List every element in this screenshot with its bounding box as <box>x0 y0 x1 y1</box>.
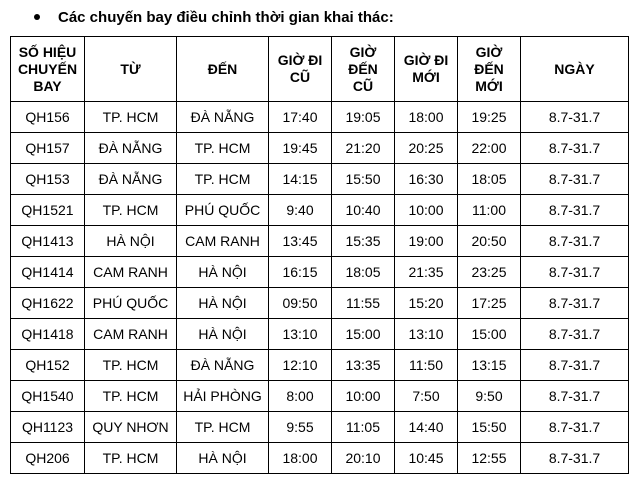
table-cell: 11:55 <box>332 288 395 319</box>
table-cell: QH152 <box>11 350 85 381</box>
table-cell: 7:50 <box>395 381 458 412</box>
table-cell: TP. HCM <box>177 164 269 195</box>
table-cell: QH1521 <box>11 195 85 226</box>
table-cell: 15:50 <box>458 412 521 443</box>
column-header-line: GIỜ ĐI <box>277 52 323 68</box>
table-cell: 15:50 <box>332 164 395 195</box>
table-cell: 13:10 <box>269 319 332 350</box>
table-cell: 11:00 <box>458 195 521 226</box>
table-cell: 20:25 <box>395 133 458 164</box>
table-cell: 21:20 <box>332 133 395 164</box>
table-cell: 20:50 <box>458 226 521 257</box>
table-cell: QH1123 <box>11 412 85 443</box>
table-cell: 15:20 <box>395 288 458 319</box>
table-cell: 10:45 <box>395 443 458 474</box>
column-header-line: GIỜ <box>475 43 503 60</box>
table-cell: 8.7-31.7 <box>521 443 629 474</box>
table-cell: 16:15 <box>269 257 332 288</box>
table-row <box>11 133 629 164</box>
table-cell: TP. HCM <box>177 133 269 164</box>
table-cell: TP. HCM <box>177 412 269 443</box>
table-cell: 8:00 <box>269 381 332 412</box>
column-header-line: CŨ <box>352 77 374 94</box>
table-cell: TP. HCM <box>85 443 177 474</box>
column-header-line: NGÀY <box>554 60 595 77</box>
table-cell: 16:30 <box>395 164 458 195</box>
table-cell: ĐÀ NẴNG <box>177 102 269 133</box>
table-row <box>11 288 629 319</box>
table-cell: 15:35 <box>332 226 395 257</box>
table-cell: 19:05 <box>332 102 395 133</box>
table-cell: 8.7-31.7 <box>521 412 629 443</box>
table-cell: 8.7-31.7 <box>521 319 629 350</box>
table-cell: 8.7-31.7 <box>521 381 629 412</box>
column-header-line: ĐẾN <box>474 60 504 77</box>
table-cell: 8.7-31.7 <box>521 102 629 133</box>
table-row <box>11 350 629 381</box>
table-body <box>11 102 629 474</box>
table-cell: 8.7-31.7 <box>521 257 629 288</box>
table-cell: 12:55 <box>458 443 521 474</box>
table-row <box>11 257 629 288</box>
table-cell: 19:00 <box>395 226 458 257</box>
table-row <box>11 195 629 226</box>
table-cell: QH1414 <box>11 257 85 288</box>
table-cell: QUY NHƠN <box>85 412 177 443</box>
table-cell: QH1413 <box>11 226 85 257</box>
table-cell: 9:40 <box>269 195 332 226</box>
table-cell: 14:40 <box>395 412 458 443</box>
table-row <box>11 443 629 474</box>
table-row <box>11 164 629 195</box>
table-cell: HẢI PHÒNG <box>177 381 269 412</box>
column-header-line: SỐ HIỆU <box>18 43 77 60</box>
table-cell: CAM RANH <box>85 319 177 350</box>
table-cell: 13:35 <box>332 350 395 381</box>
table-cell: TP. HCM <box>85 102 177 133</box>
table-cell: QH1622 <box>11 288 85 319</box>
table-cell: 8.7-31.7 <box>521 226 629 257</box>
column-header <box>177 37 269 102</box>
table-cell: CAM RANH <box>85 257 177 288</box>
table-cell: 18:00 <box>395 102 458 133</box>
table-cell: 11:50 <box>395 350 458 381</box>
column-header-line: ĐẾN <box>207 60 238 77</box>
table-cell: TP. HCM <box>85 381 177 412</box>
table-cell: TP. HCM <box>85 195 177 226</box>
column-header-line: GIỜ <box>349 43 377 60</box>
column-header-line: TỪ <box>120 60 141 77</box>
table-cell: QH156 <box>11 102 85 133</box>
table-cell: HÀ NỘI <box>177 319 269 350</box>
column-header-line: MỚI <box>475 77 503 94</box>
table-cell: 23:25 <box>458 257 521 288</box>
table-cell: QH206 <box>11 443 85 474</box>
column-header <box>11 37 85 102</box>
table-cell: 10:40 <box>332 195 395 226</box>
table-cell: 17:40 <box>269 102 332 133</box>
table-cell: 18:05 <box>332 257 395 288</box>
table-cell: QH157 <box>11 133 85 164</box>
table-cell: 19:25 <box>458 102 521 133</box>
table-row <box>11 319 629 350</box>
table-cell: 8.7-31.7 <box>521 164 629 195</box>
heading-text: Các chuyến bay điều chỉnh thời gian khai thác: <box>58 8 394 26</box>
table-cell: 11:05 <box>332 412 395 443</box>
table-cell: 15:00 <box>458 319 521 350</box>
table-cell: TP. HCM <box>85 350 177 381</box>
table-cell: 14:15 <box>269 164 332 195</box>
column-header-line: ĐẾN <box>348 60 378 77</box>
table-cell: 13:15 <box>458 350 521 381</box>
table-cell: QH1418 <box>11 319 85 350</box>
column-header-line: GIỜ ĐI <box>403 52 449 68</box>
bullet-icon <box>34 14 40 20</box>
table-cell: 22:00 <box>458 133 521 164</box>
table-cell: 20:10 <box>332 443 395 474</box>
table-cell: ĐÀ NẴNG <box>85 133 177 164</box>
table-cell: HÀ NỘI <box>177 288 269 319</box>
table-cell: 10:00 <box>395 195 458 226</box>
table-cell: 8.7-31.7 <box>521 133 629 164</box>
table-cell: 18:00 <box>269 443 332 474</box>
table-cell: 8.7-31.7 <box>521 195 629 226</box>
column-header <box>458 37 521 102</box>
table-cell: HÀ NỘI <box>85 226 177 257</box>
table-cell: 09:50 <box>269 288 332 319</box>
table-header-row <box>11 37 629 102</box>
column-header-line: CHUYẾN <box>17 60 78 77</box>
column-header <box>521 37 629 102</box>
table-cell: PHÚ QUỐC <box>177 195 269 226</box>
table-cell: 13:45 <box>269 226 332 257</box>
table-cell: ĐÀ NẴNG <box>85 164 177 195</box>
column-header <box>85 37 177 102</box>
table-cell: QH153 <box>11 164 85 195</box>
table-cell: 9:50 <box>458 381 521 412</box>
column-header <box>332 37 395 102</box>
column-header-line: MỚI <box>412 69 440 85</box>
table-cell: 19:45 <box>269 133 332 164</box>
list-heading <box>34 6 394 28</box>
table-row <box>11 381 629 412</box>
table-cell: HÀ NỘI <box>177 443 269 474</box>
table-cell: 18:05 <box>458 164 521 195</box>
table-cell: QH1540 <box>11 381 85 412</box>
table-cell: 15:00 <box>332 319 395 350</box>
table-row <box>11 102 629 133</box>
table-row <box>11 226 629 257</box>
table-cell: PHÚ QUỐC <box>85 288 177 319</box>
table-cell: 10:00 <box>332 381 395 412</box>
flight-schedule-table <box>10 36 629 474</box>
table-cell: 8.7-31.7 <box>521 350 629 381</box>
column-header-line: BAY <box>33 77 62 94</box>
table-cell: 8.7-31.7 <box>521 288 629 319</box>
table-cell: 13:10 <box>395 319 458 350</box>
table-cell: HÀ NỘI <box>177 257 269 288</box>
table-row <box>11 412 629 443</box>
column-header-line: CŨ <box>289 69 311 85</box>
table-cell: CAM RANH <box>177 226 269 257</box>
column-header <box>395 37 458 102</box>
column-header <box>269 37 332 102</box>
table-cell: 17:25 <box>458 288 521 319</box>
table-cell: 12:10 <box>269 350 332 381</box>
table-cell: 21:35 <box>395 257 458 288</box>
table-cell: ĐÀ NẴNG <box>177 350 269 381</box>
table-cell: 9:55 <box>269 412 332 443</box>
